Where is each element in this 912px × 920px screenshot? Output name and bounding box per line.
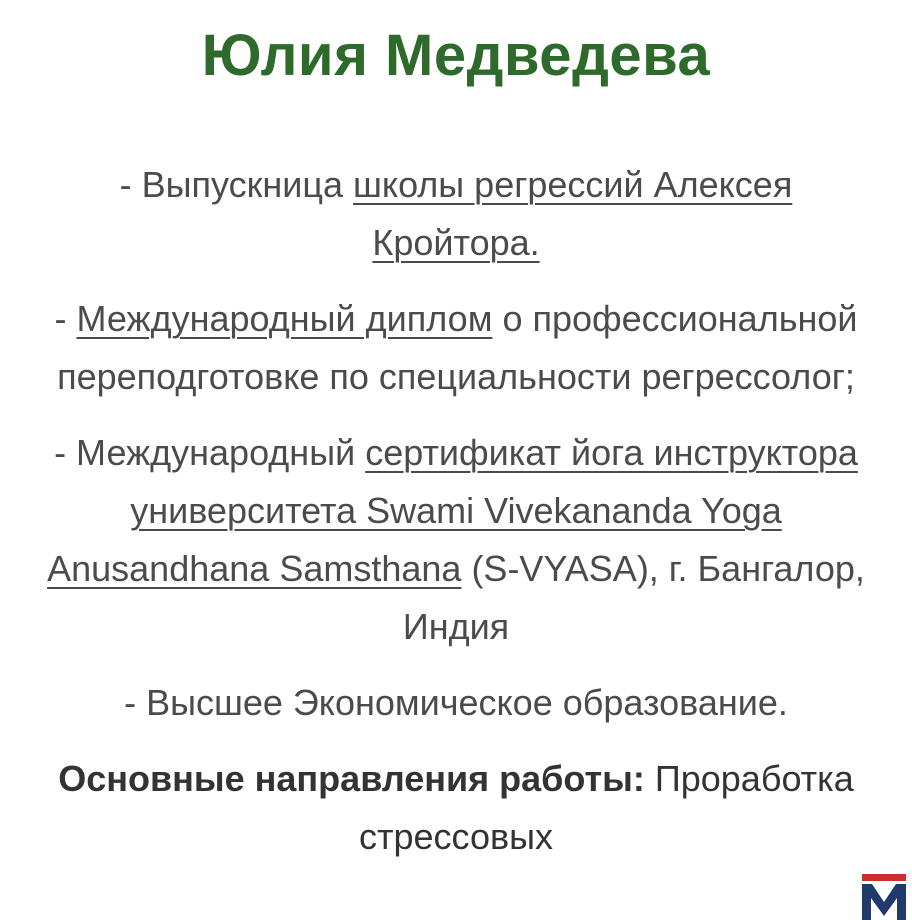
diploma-link[interactable]: Международный диплом — [76, 298, 493, 339]
bio-item-certificate-suffix: (S-VYASA), г. Бангалор, Индия — [402, 548, 865, 647]
school-link[interactable]: школы регрессий Алексея Кройтора. — [353, 164, 793, 263]
work-directions — [40, 750, 872, 866]
bio-item-diploma — [40, 290, 872, 406]
work-directions-text: Проработка стрессовых — [359, 758, 854, 857]
bio-item-school-prefix: - Выпускница — [119, 164, 354, 205]
certificate-link[interactable]: сертификат йога инструктора университета Swami Vivekananda Yoga Anusandhana Samsthana — [47, 432, 858, 589]
bio-item-certificate — [40, 424, 872, 656]
bio-item-school — [40, 156, 872, 272]
work-directions-label: Основные направления работы: — [58, 758, 645, 799]
bio-content — [40, 156, 872, 866]
bio-item-diploma-prefix: - — [54, 298, 77, 339]
bio-item-certificate-prefix: - Международный — [54, 432, 366, 473]
bio-item-diploma-suffix: о профессиональной переподготовке по специальности регрессолог; — [57, 298, 858, 397]
logo-m-shape — [862, 884, 906, 920]
page-title: Юлия Медведева — [201, 23, 711, 88]
bio-item-education: - Высшее Экономическое образование. — [124, 682, 788, 723]
m-logo-icon — [860, 872, 908, 920]
logo-top-bar — [862, 874, 906, 881]
